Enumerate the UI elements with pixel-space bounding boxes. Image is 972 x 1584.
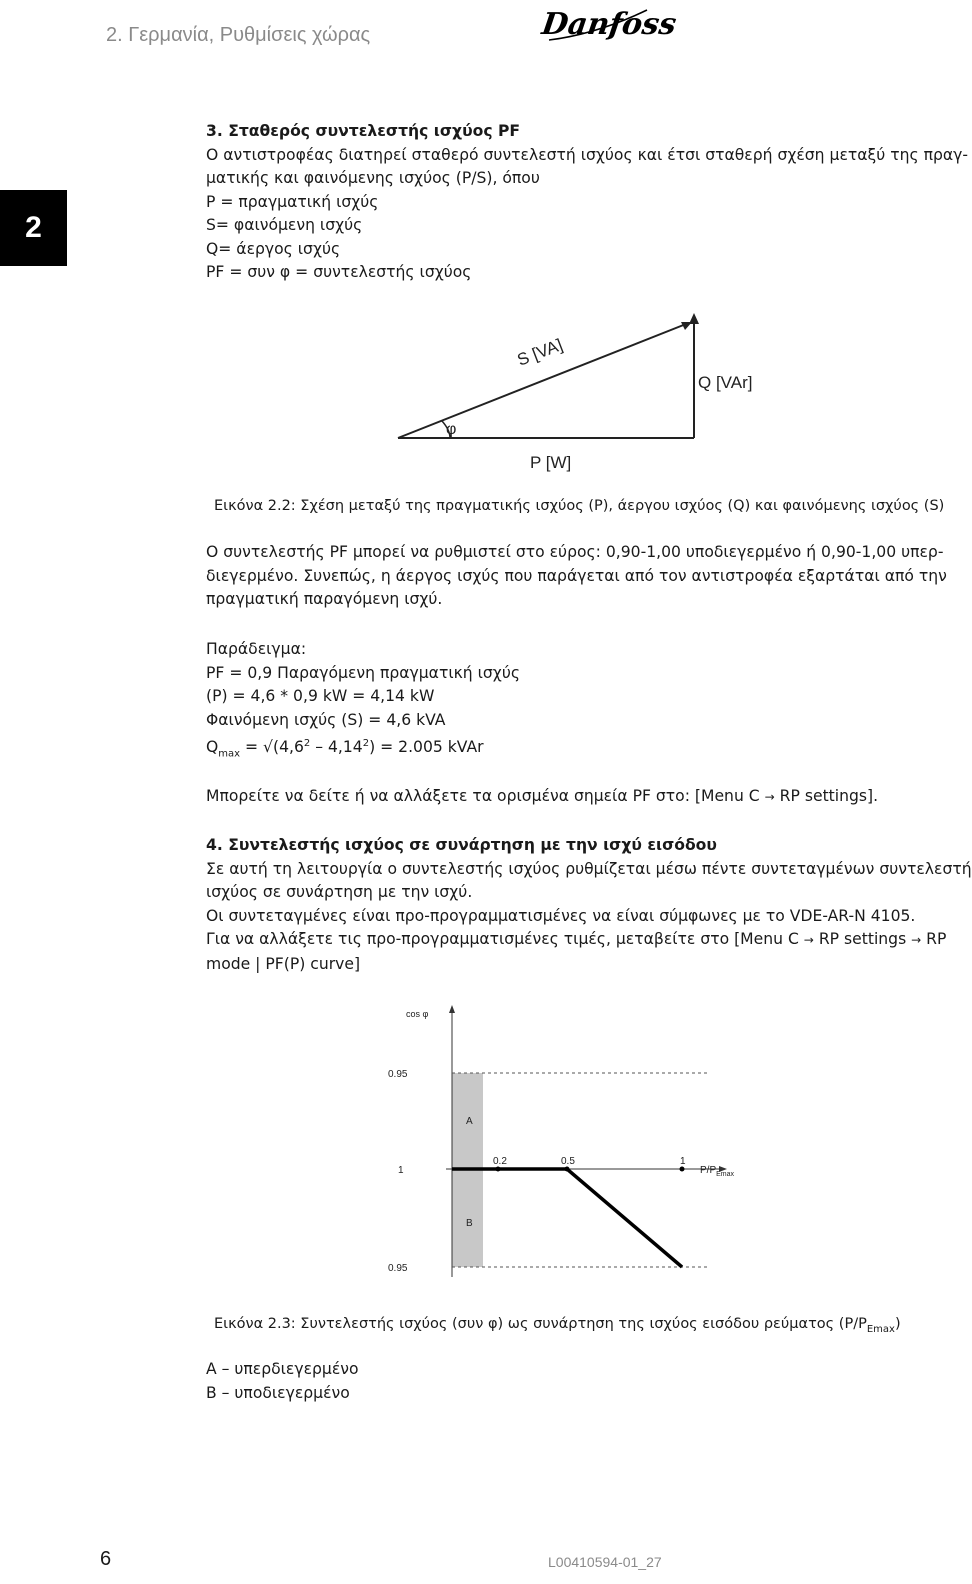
curve-point: [680, 1167, 685, 1172]
section-4-line: mode | PF(P) curve]: [206, 954, 361, 973]
q-label: Q [VAr]: [698, 373, 753, 392]
page-number: 6: [100, 1548, 112, 1570]
page-header-title: 2. Γερμανία, Ρυθμίσεις χώρας: [106, 24, 371, 46]
danfoss-logo: [539, 4, 679, 44]
example-block: [206, 638, 954, 766]
menu-note: Μπορείτε να δείτε ή να αλλάξετε τα ορισμένα σημεία PF στο: [Menu C → RP settings].: [206, 787, 879, 805]
x-tick-label: 0.2: [493, 1156, 507, 1167]
s-label: S [VA]: [514, 335, 566, 370]
example-line: (P) = 4,6 * 0,9 kW = 4,14 kW: [206, 687, 435, 705]
curve-point: [565, 1167, 570, 1172]
legend-b: B – υποδιεγερμένο: [206, 1383, 350, 1402]
legend-a: A – υπερδιεγερμένο: [206, 1360, 359, 1378]
section-3-line: Ο αντιστροφέας διατηρεί σταθερό συντελεστή ισχύος και έτσι σταθερή σχέση μεταξύ της πραγ-: [206, 145, 969, 164]
paragraph-line: διεγερμένο. Συνεπώς, η άεργος ισχύς που παράγεται από τον αντιστροφέα εξαρτάται από την: [206, 566, 947, 585]
qmax-formula: $Q_{max} = √(4,6^2 - 4,14^2) = 2.005$ kVAr: [206, 738, 484, 760]
x-axis-label: $P/P_{Emax}$: [700, 1165, 735, 1178]
pf-curve-chart: [380, 1000, 800, 1290]
section-4-line: ισχύος σε συνάρτηση με την ισχύ.: [206, 883, 473, 901]
pf-range-paragraph: [206, 541, 954, 612]
example-line: Φαινόμενη ισχύς (S) = 4,6 kVA: [206, 710, 446, 729]
y-tick-label: 0.95: [388, 1263, 408, 1274]
example-line: PF = 0,9 Παραγόμενη πραγματική ισχύς: [206, 663, 520, 682]
x-tick-label: 1: [680, 1156, 686, 1167]
arrow-right-icon: →: [911, 933, 922, 947]
y-tick-label: 1: [398, 1165, 404, 1176]
section-3-line: S= φαινόμενη ισχύς: [206, 216, 363, 234]
section-4-heading: 4. Συντελεστής ισχύος σε συνάρτηση με την ισχύ εισόδου: [206, 836, 717, 854]
pf-curve-line: [452, 1169, 682, 1267]
y-tick-label: 0.95: [388, 1069, 408, 1080]
region-legend: [206, 1358, 954, 1405]
region-b-label: B: [466, 1218, 473, 1229]
section-3-heading: 3. Σταθερός συντελεστής ισχύος PF: [206, 122, 521, 140]
region-a-label: A: [466, 1116, 473, 1127]
x-tick-label: 0.5: [561, 1156, 575, 1167]
section-3-line: P = πραγματική ισχύς: [206, 192, 379, 211]
section-4-line: Οι συντεταγμένες είναι προ-προγραμματισμένες να είναι σύμφωνες με το VDE-AR-N 4105.: [206, 906, 916, 925]
section-3-line: ματικής και φαινόμενης ισχύος (P/S), όπου: [206, 169, 540, 187]
example-title: Παράδειγμα:: [206, 640, 307, 658]
power-triangle-diagram: [390, 308, 790, 478]
document-code: L00410594-01_27: [548, 1554, 662, 1570]
section-4: [206, 834, 972, 976]
section-3: [206, 120, 969, 285]
curve-point: [496, 1167, 501, 1172]
paragraph-line: πραγματική παραγόμενη ισχύ.: [206, 590, 443, 608]
figure-2-2-caption: Εικόνα 2.2: Σχέση μεταξύ της πραγματικής ισχύος (P), άεργου ισχύος (Q) και φαινόμενης ισχύος (S): [214, 498, 945, 514]
arrow-right-icon: →: [803, 933, 814, 947]
section-4-line: Σε αυτή τη λειτουργία ο συντελεστής ισχύος ρυθμίζεται μέσω πέντε συντεταγμένων συντελεστή: [206, 859, 972, 878]
paragraph-line: Ο συντελεστής PF μπορεί να ρυθμιστεί στο εύρος: 0,90-1,00 υποδιεγερμένο ή 0,90-1,00 υπερ-: [206, 543, 944, 561]
section-4-line: Για να αλλάξετε τις προ-προγραμματισμένες τιμές, μεταβείτε στο [Menu C → RP settings → RP: [206, 930, 947, 948]
figure-2-3-caption: Εικόνα 2.3: Συντελεστής ισχύος (συν φ) ως συνάρτηση της ισχύος εισόδου ρεύματος $(P/P_{Emax})$: [214, 1316, 901, 1335]
section-3-line: Q= άεργος ισχύς: [206, 239, 341, 258]
section-3-line: PF = συν φ = συντελεστής ισχύος: [206, 263, 472, 281]
logo-text: Danfoss: [539, 7, 679, 42]
chapter-tab: 2: [0, 190, 67, 266]
y-axis-label: cos φ: [406, 1009, 429, 1019]
y-axis-arrow: [449, 1005, 455, 1013]
p-label: P [W]: [530, 453, 572, 472]
phi-label: φ: [446, 421, 457, 438]
arrow-right-icon: →: [764, 790, 775, 804]
